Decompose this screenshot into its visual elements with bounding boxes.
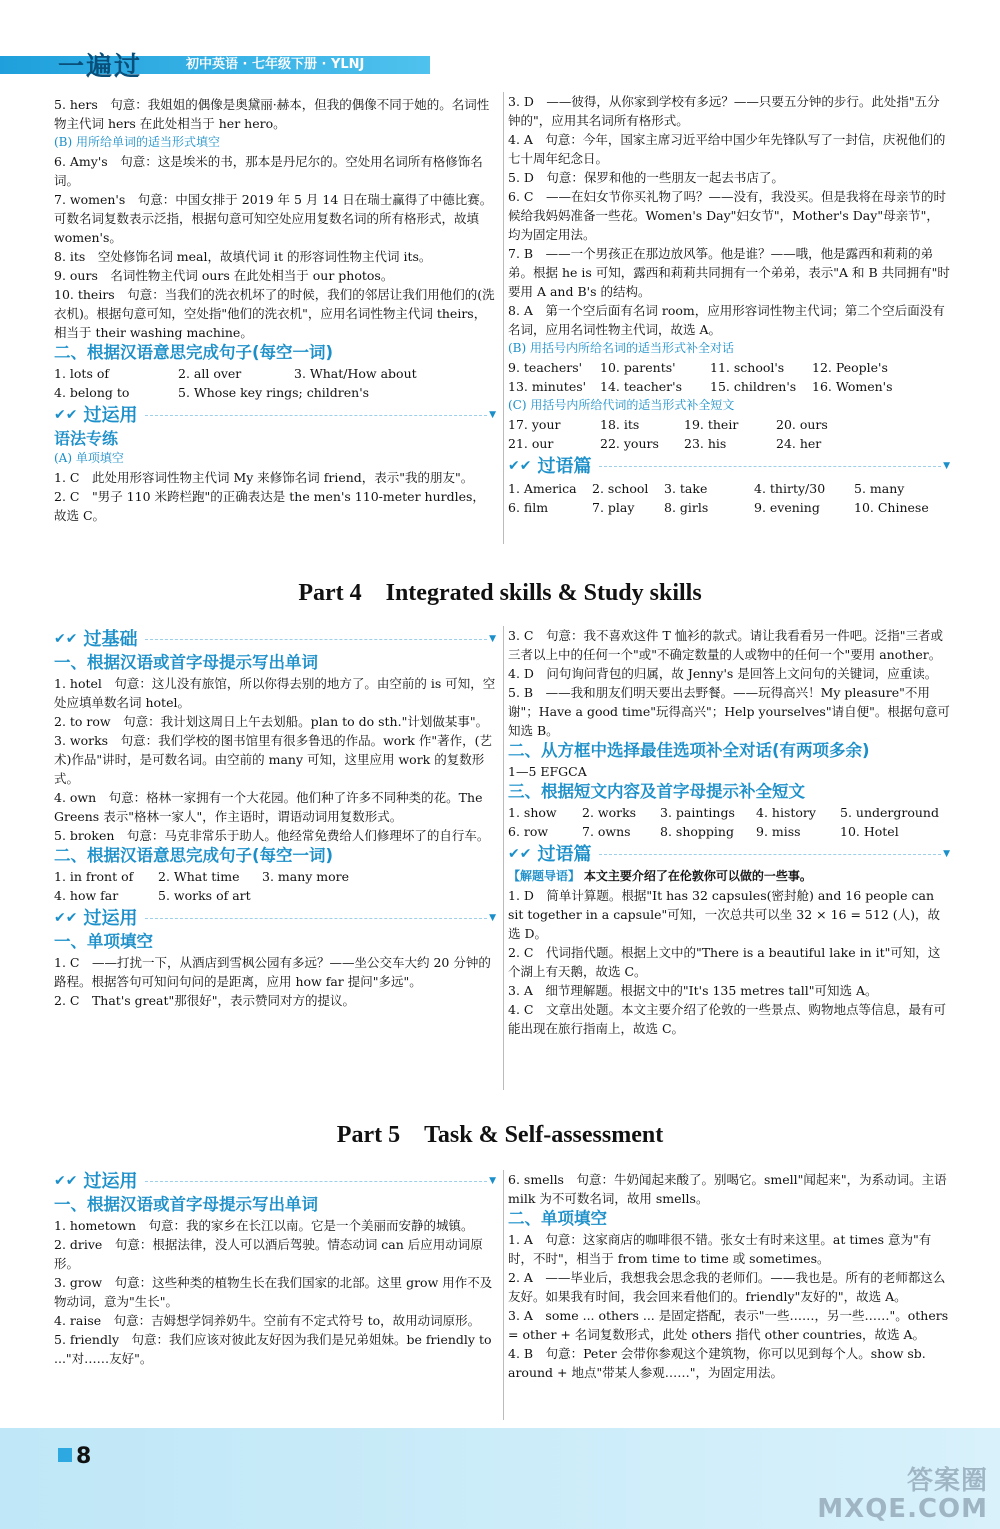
answer: 10. parents' [600, 360, 676, 375]
section-title: 一、根据汉语或首字母提示写出单词 [54, 1195, 318, 1214]
answer: 4. thirty/30 [754, 481, 826, 496]
answer: 1. America [508, 481, 577, 496]
answer-grid [54, 867, 496, 905]
answer: 24. her [776, 436, 822, 451]
answer: 8. girls [664, 500, 709, 515]
answer: 1. lots of [54, 366, 109, 381]
answer: 23. his [684, 436, 727, 451]
subsection-title: (B) 用括号内所给名词的适当形式补全对话 [508, 341, 734, 355]
answer-line: 1. hometown 句意：我的家乡在长江以南。它是一个美丽而安静的城镇。 [54, 1218, 474, 1233]
answer-line: 4. raise 句意：吉姆想学饲养奶牛。空前有不定式符号 to，故用动词原形。 [54, 1313, 481, 1328]
answer: 13. minutes' [508, 379, 587, 394]
answer: 2. all over [178, 366, 242, 381]
column-divider [503, 1170, 504, 1420]
answer: 19. their [684, 417, 739, 432]
watermark [817, 1467, 988, 1523]
answer-line: 4. D 问句询问背包的归属，故 Jenny's 是回答上文问句的关键词，应重读。 [508, 666, 938, 681]
answer-line: 2. to row 句意：我计划这周日上午去划船。plan to do sth."计划做某事"。 [54, 714, 489, 729]
answer: 3. take [664, 481, 708, 496]
answer-line: 6. Amy's 句意：这是埃米的书，那本是丹尼尔的。空处用名词所有格修饰名词。 [54, 154, 483, 188]
answer-line: 3. works 句意：我们学校的图书馆里有很多鲁迅的作品。work 作"著作，(艺术)作品"讲时，是可数名词。由空前的 many 可知，这里应用 work 的复数形式。 [54, 733, 492, 786]
answer: 4. history [756, 805, 816, 820]
answer: 5. many [854, 481, 905, 496]
section-title: 二、根据汉语意思完成句子(每空一词) [54, 846, 334, 865]
answer: 6. film [508, 500, 549, 515]
top-left-column [54, 95, 496, 525]
answer: 2. works [582, 805, 637, 820]
answer: 2. What time [158, 869, 240, 884]
watermark-url: MXQE.COM [817, 1494, 988, 1524]
answer: 15. children's [710, 379, 797, 394]
answer: 9. miss [756, 824, 801, 839]
subsection-title: (A) 单项填空 [54, 451, 124, 465]
column-divider [503, 92, 504, 544]
answer-grid [54, 364, 496, 402]
answer-line: 6. smells 句意：牛奶闻起来酸了。别喝它。smell"闻起来"，为系动词。主语 milk 为不可数名词，故用 smells。 [508, 1172, 947, 1206]
answer: 18. its [600, 417, 640, 432]
answer-line: 8. A 第一个空后面有名词 room，应用形容词性物主代词；第二个空后面没有名词，应用名词性物主代词，故选 A。 [508, 303, 945, 337]
check-icon: ✔✔ [54, 630, 78, 647]
subsection-heading: 语法专练 [54, 429, 119, 448]
book-subtitle: 初中英语 · 七年级下册 · YLNJ [186, 57, 365, 72]
answer: 14. teacher's [600, 379, 683, 394]
guide-note [508, 867, 950, 886]
answer-line: 3. D ——彼得，从你家到学校有多远？——只要五分钟的步行。此处指"五分钟的"，应用其名词所有格形式。 [508, 94, 940, 128]
answer: 3. many more [262, 869, 350, 884]
column-divider [503, 626, 504, 1090]
answer: 5. Whose key rings; children's [178, 385, 370, 400]
check-icon: ✔✔ [508, 457, 532, 474]
answer-line: 3. C 句意：我不喜欢这件 T 恤衫的款式。请让我看看另一件吧。泛指"三者或三者以上中的任何一个"或"不确定数量的人或物中的任何一个"要用 another。 [508, 628, 943, 662]
answer: 2. school [592, 481, 649, 496]
section-title: 三、根据短文内容及首字母提示补全短文 [508, 782, 805, 801]
answer-line: 5. broken 句意：马克非常乐于助人。他经常免费给人们修理坏了的自行车。 [54, 828, 490, 843]
section-header-guoyunyong: ✔✔ 过运用 ▼ [54, 404, 496, 426]
answer: 8. shopping [660, 824, 734, 839]
subsection-title: (C) 用括号内所给代词的适当形式补全短文 [508, 398, 735, 412]
answer: 12. People's [812, 360, 888, 375]
section-header-guoyupian: ✔✔ 过语篇 ▼ [508, 843, 950, 865]
answer-line: 3. A 细节理解题。根据文中的"It's 135 metres tall"可知选 A。 [508, 983, 878, 998]
brand-logo: 一遍过 [58, 52, 143, 82]
answer: 11. school's [710, 360, 785, 375]
answer: 1. show [508, 805, 557, 820]
part4-left-column [54, 626, 496, 1010]
section-title: 二、单项填空 [508, 1209, 607, 1228]
answer: 5. works of art [158, 888, 251, 903]
answer-line: 8. its 空处修饰名词 meal，故填代词 it 的形容词性物主代词 its。 [54, 249, 432, 264]
part5-left-column [54, 1168, 496, 1368]
answer: 3. What/How about [294, 366, 417, 381]
answer: 17. your [508, 417, 561, 432]
answer-line: 9. ours 名词性物主代词 ours 在此处相当于 our photos。 [54, 268, 394, 283]
answer-grid [508, 358, 950, 396]
page-number: 8 [76, 1444, 92, 1469]
section-title: 二、从方框中选择最佳选项补全对话(有两项多余) [508, 741, 870, 760]
answer: 7. owns [582, 824, 631, 839]
answer: 1. in front of [54, 869, 134, 884]
answer-line: 5. D 句意：保罗和他的一些朋友一起去书店了。 [508, 170, 784, 185]
check-icon: ✔✔ [54, 406, 78, 423]
answer-line: 5. hers 句意：我姐姐的偶像是奥黛丽·赫本，但我的偶像不同于她的。名词性物主代词 hers 在此处相当于 her hero。 [54, 97, 490, 131]
answer: 4. belong to [54, 385, 130, 400]
part4-right-column [508, 626, 950, 1038]
part-4-title: Part 4 Integrated skills & Study skills [298, 580, 702, 606]
answer-line: 4. C 文章出处题。本文主要介绍了伦敦的一些景点、购物地点等信息，最有可能出现在旅行指南上，故选 C。 [508, 1002, 946, 1036]
answer-line: 3. A some ... others ... 是固定搭配，表示"一些……，另一些……"。others = other + 名词复数形式，此处 others 指代 other countries，故选 A。 [508, 1308, 949, 1342]
answer: 21. our [508, 436, 554, 451]
page-number-marker [58, 1448, 72, 1462]
answer-line: 1. D 简单计算题。根据"It has 32 capsules(密封舱) and 16 people can sit together in a capsule"可知，一次总共可以坐 32 × 16 = 512 (人)，故选 D。 [508, 888, 941, 941]
answer: 10. Hotel [840, 824, 899, 839]
answer: 3. paintings [660, 805, 735, 820]
section-title: 二、根据汉语意思完成句子(每空一词) [54, 343, 334, 362]
answer: 9. evening [754, 500, 820, 515]
answer-line: 2. drive 句意：根据法律，没人可以酒后驾驶。情态动词 can 后应用动词原形。 [54, 1237, 483, 1271]
answer-line: 5. B ——我和朋友们明天要出去野餐。——玩得高兴！My pleasure"不用谢"；Have a good time"玩得高兴"；Help yourselves"请自便"。根据句意可知选 B。 [508, 685, 950, 738]
section-header-guojichu: ✔✔ 过基础 ▼ [54, 628, 496, 650]
guide-label: 【解题导语】 [508, 869, 581, 883]
check-icon: ✔✔ [508, 845, 532, 862]
answer-line: 4. A 句意：今年，国家主席习近平给中国少年先锋队写了一封信，庆祝他们的七十周年纪念日。 [508, 132, 946, 166]
answer-grid [508, 415, 950, 453]
answer: 7. play [592, 500, 635, 515]
answer: 20. ours [776, 417, 828, 432]
answer-line: 1. A 句意：这家商店的咖啡很不错。张女士有时来这里。at times 意为"有时，不时"，相当于 from time to time 或 sometimes。 [508, 1232, 932, 1266]
answer: 10. Chinese [854, 500, 929, 515]
watermark-logo: 答案圈 [906, 1466, 988, 1496]
part-5-title: Part 5 Task & Self-assessment [336, 1122, 664, 1148]
answer-line: 1. C 此处用形容词性物主代词 My 来修饰名词 friend，表示"我的朋友"。 [54, 470, 474, 485]
answer-line: 10. theirs 句意：当我们的洗衣机坏了的时候，我们的邻居让我们用他们的(洗衣机)。根据句意可知，空处指"他们的洗衣机"，应用名词性物主代词 theirs，相当于 their washing machine。 [54, 287, 495, 340]
answer-line: 4. B 句意：Peter 会带你参观这个建筑物，你可以见到每个人。show sb. around + 地点"带某人参观……"，为固定用法。 [508, 1346, 926, 1380]
answer: 6. row [508, 824, 549, 839]
section-header-guoyunyong: ✔✔ 过运用 ▼ [54, 907, 496, 929]
guide-text: 本文主要介绍了在伦敦你可以做的一些事。 [583, 869, 812, 883]
section-title: 一、根据汉语或首字母提示写出单词 [54, 653, 318, 672]
answer-line: 4. own 句意：格林一家拥有一个大花园。他们种了许多不同种类的花。The Greens 表示"格林一家人"，作主语时，谓语动词用复数形式。 [54, 790, 483, 824]
answer-line: 5. friendly 句意：我们应该对彼此友好因为我们是兄弟姐妹。be friendly to ..."对……友好"。 [54, 1332, 492, 1366]
answer: 22. yours [600, 436, 659, 451]
answer: 4. how far [54, 888, 119, 903]
answer-line: 2. C 代词指代题。根据上文中的"There is a beautiful lake in it"可知，这个湖上有天鹅，故选 C。 [508, 945, 941, 979]
check-icon: ✔✔ [54, 1172, 78, 1189]
answer-grid [508, 803, 950, 841]
answer-line: 2. C That's great"那很好"，表示赞同对方的提议。 [54, 993, 356, 1008]
subsection-title: (B) 用所给单词的适当形式填空 [54, 135, 220, 149]
page-header [0, 42, 430, 80]
section-title: 一、单项填空 [54, 932, 153, 951]
answer-line: 2. C "男子 110 米跨栏跑"的正确表达是 the men's 110-meter hurdles，故选 C。 [54, 489, 485, 523]
part5-right-column [508, 1170, 950, 1382]
answer-line: 6. C ——在妇女节你买礼物了吗？——没有，我没买。但是我将在母亲节的时候给我妈妈准备一些花。Women's Day"妇女节"，Mother's Day"母亲节"，均为固定用法。 [508, 189, 946, 242]
answer-line: 1. C ——打扰一下，从酒店到雪枫公园有多远？——坐公交车大约 20 分钟的路程。根据答句可知问句问的是距离，应用 how far 提问"多远"。 [54, 955, 491, 989]
answer-line: 3. grow 句意：这些种类的植物生长在我们国家的北部。这里 grow 用作不及物动词，意为"生长"。 [54, 1275, 493, 1309]
answer-line: 1—5 EFGCA [508, 764, 587, 779]
check-icon: ✔✔ [54, 909, 78, 926]
answer-line: 1. hotel 句意：这儿没有旅馆，所以你得去别的地方了。由空前的 is 可知，空处应填单数名词 hotel。 [54, 676, 496, 710]
answer-line: 7. women's 句意：中国女排于 2019 年 5 月 14 日在瑞士赢得了中德比赛。可数名词复数表示泛指，根据句意可知空处应用复数名词的所有格形式，故填 women's。 [54, 192, 493, 245]
answer: 9. teachers' [508, 360, 583, 375]
answer: 5. underground [840, 805, 939, 820]
answer-grid [508, 479, 950, 517]
section-header-guoyupian: ✔✔ 过语篇 ▼ [508, 455, 950, 477]
top-right-column [508, 92, 950, 517]
section-header-guoyunyong: ✔✔ 过运用 ▼ [54, 1170, 496, 1192]
answer-line: 7. B ——一个男孩正在那边放风筝。他是谁？——哦，他是露西和莉莉的弟弟。根据 he is 可知，露西和莉莉共同拥有一个弟弟，表示"A 和 B 共同拥有"时要用 A and B's 的结构。 [508, 246, 950, 299]
answer-line: 2. A ——毕业后，我想我会思念我的老师们。——我也是。所有的老师都这么友好。如果我有时间，我会回来看他们的。friendly"友好的"，故选 A。 [508, 1270, 946, 1304]
answer: 16. Women's [812, 379, 893, 394]
